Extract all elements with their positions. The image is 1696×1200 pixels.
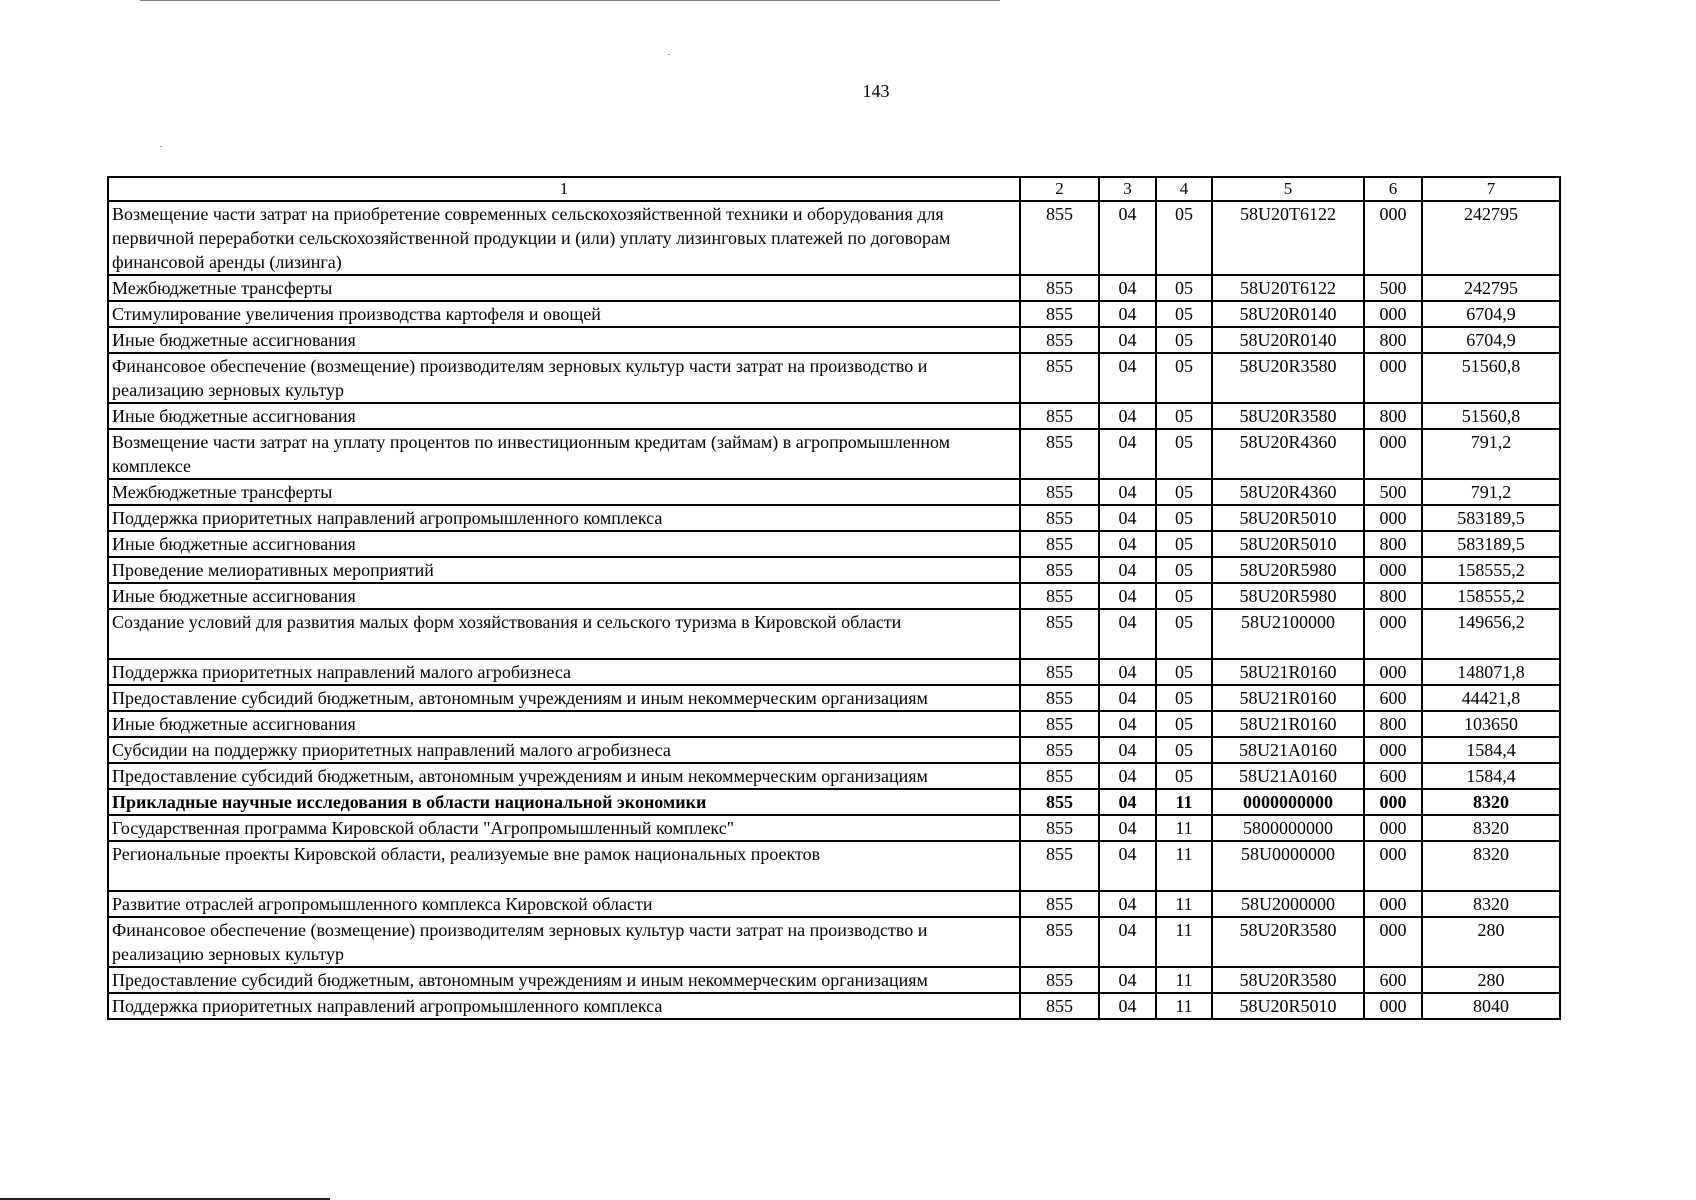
subsection-code-cell: 05 — [1156, 659, 1212, 685]
column-header: 3 — [1099, 177, 1156, 201]
expense-type-cell: 000 — [1364, 737, 1422, 763]
target-article-cell: 5800000000 — [1212, 815, 1364, 841]
table-row — [108, 429, 1560, 479]
section-code-cell: 04 — [1099, 685, 1156, 711]
subsection-code-cell: 11 — [1156, 815, 1212, 841]
amount-cell: 103650 — [1422, 711, 1560, 737]
amount-cell: 1584,4 — [1422, 737, 1560, 763]
subsection-code-cell: 05 — [1156, 505, 1212, 531]
expense-type-cell: 000 — [1364, 301, 1422, 327]
expense-name-cell: Предоставление субсидий бюджетным, автономным учреждениям и иным некоммерческим организациям — [108, 763, 1020, 789]
table-row — [108, 993, 1560, 1019]
expense-name-cell: Финансовое обеспечение (возмещение) производителям зерновых культур части затрат на производство и реализацию зерновых культур — [108, 917, 1020, 967]
amount-cell: 8320 — [1422, 841, 1560, 891]
expense-name-cell: Иные бюджетные ассигнования — [108, 711, 1020, 737]
expense-type-cell: 000 — [1364, 609, 1422, 659]
ministry-code-cell: 855 — [1020, 841, 1099, 891]
section-code-cell: 04 — [1099, 531, 1156, 557]
ministry-code-cell: 855 — [1020, 479, 1099, 505]
target-article-cell: 58U2000000 — [1212, 891, 1364, 917]
amount-cell: 791,2 — [1422, 429, 1560, 479]
ministry-code-cell: 855 — [1020, 659, 1099, 685]
column-header: 6 — [1364, 177, 1422, 201]
amount-cell: 6704,9 — [1422, 301, 1560, 327]
ministry-code-cell: 855 — [1020, 557, 1099, 583]
section-code-cell: 04 — [1099, 967, 1156, 993]
section-code-cell: 04 — [1099, 917, 1156, 967]
section-code-cell: 04 — [1099, 429, 1156, 479]
amount-cell: 8320 — [1422, 789, 1560, 815]
section-code-cell: 04 — [1099, 609, 1156, 659]
amount-cell: 280 — [1422, 917, 1560, 967]
expense-name-cell: Поддержка приоритетных направлений агропромышленного комплекса — [108, 505, 1020, 531]
table-row — [108, 201, 1560, 275]
target-article-cell: 58U20T6122 — [1212, 275, 1364, 301]
expense-name-cell: Возмещение части затрат на приобретение современных сельскохозяйственной техники и оборудования для первичной переработки сельскохозяйственной продукции и (или) уплату лизинговых платежей по договорам финансовой аренды (лизинга) — [108, 201, 1020, 275]
subsection-code-cell: 11 — [1156, 967, 1212, 993]
subsection-code-cell: 05 — [1156, 557, 1212, 583]
expense-name-cell: Поддержка приоритетных направлений агропромышленного комплекса — [108, 993, 1020, 1019]
expense-name-cell: Иные бюджетные ассигнования — [108, 531, 1020, 557]
expense-name-cell: Создание условий для развития малых форм хозяйствования и сельского туризма в Кировской области — [108, 609, 1020, 659]
ministry-code-cell: 855 — [1020, 967, 1099, 993]
expense-type-cell: 000 — [1364, 557, 1422, 583]
table-row — [108, 711, 1560, 737]
table-row — [108, 557, 1560, 583]
expense-name-cell: Проведение мелиоративных мероприятий — [108, 557, 1020, 583]
expense-type-cell: 500 — [1364, 479, 1422, 505]
expense-type-cell: 600 — [1364, 967, 1422, 993]
table-row — [108, 301, 1560, 327]
table-row — [108, 659, 1560, 685]
subsection-code-cell: 05 — [1156, 301, 1212, 327]
ministry-code-cell: 855 — [1020, 583, 1099, 609]
expense-name-cell: Иные бюджетные ассигнования — [108, 583, 1020, 609]
subsection-code-cell: 11 — [1156, 917, 1212, 967]
target-article-cell: 58U21A0160 — [1212, 737, 1364, 763]
subsection-code-cell: 05 — [1156, 737, 1212, 763]
table-row — [108, 609, 1560, 659]
amount-cell: 148071,8 — [1422, 659, 1560, 685]
ministry-code-cell: 855 — [1020, 789, 1099, 815]
page-number: 143 — [862, 81, 890, 101]
ministry-code-cell: 855 — [1020, 815, 1099, 841]
target-article-cell: 58U20R0140 — [1212, 301, 1364, 327]
amount-cell: 8040 — [1422, 993, 1560, 1019]
subsection-code-cell: 05 — [1156, 763, 1212, 789]
expense-name-cell: Иные бюджетные ассигнования — [108, 403, 1020, 429]
ministry-code-cell: 855 — [1020, 403, 1099, 429]
expense-type-cell: 000 — [1364, 993, 1422, 1019]
ministry-code-cell: 855 — [1020, 763, 1099, 789]
section-code-cell: 04 — [1099, 815, 1156, 841]
section-code-cell: 04 — [1099, 583, 1156, 609]
section-code-cell: 04 — [1099, 737, 1156, 763]
target-article-cell: 58U20R4360 — [1212, 479, 1364, 505]
ministry-code-cell: 855 — [1020, 685, 1099, 711]
column-header: 5 — [1212, 177, 1364, 201]
subsection-code-cell: 05 — [1156, 685, 1212, 711]
target-article-cell: 58U21A0160 — [1212, 763, 1364, 789]
subsection-code-cell: 05 — [1156, 327, 1212, 353]
amount-cell: 583189,5 — [1422, 505, 1560, 531]
section-code-cell: 04 — [1099, 841, 1156, 891]
target-article-cell: 58U20R3580 — [1212, 917, 1364, 967]
ministry-code-cell: 855 — [1020, 891, 1099, 917]
expense-type-cell: 500 — [1364, 275, 1422, 301]
expense-type-cell: 000 — [1364, 505, 1422, 531]
target-article-cell: 58U21R0160 — [1212, 659, 1364, 685]
section-code-cell: 04 — [1099, 891, 1156, 917]
subsection-code-cell: 05 — [1156, 429, 1212, 479]
expense-type-cell: 600 — [1364, 763, 1422, 789]
column-header: 1 — [108, 177, 1020, 201]
section-code-cell: 04 — [1099, 479, 1156, 505]
subsection-code-cell: 05 — [1156, 353, 1212, 403]
ministry-code-cell: 855 — [1020, 993, 1099, 1019]
ministry-code-cell: 855 — [1020, 531, 1099, 557]
expense-type-cell: 800 — [1364, 403, 1422, 429]
table-row — [108, 403, 1560, 429]
ministry-code-cell: 855 — [1020, 201, 1099, 275]
table-row — [108, 917, 1560, 967]
target-article-cell: 58U20R5980 — [1212, 557, 1364, 583]
target-article-cell: 58U20R5010 — [1212, 531, 1364, 557]
target-article-cell: 58U20R5010 — [1212, 505, 1364, 531]
table-row — [108, 841, 1560, 891]
expense-type-cell: 800 — [1364, 583, 1422, 609]
budget-table — [107, 176, 1561, 1020]
expense-name-cell: Предоставление субсидий бюджетным, автономным учреждениям и иным некоммерческим организациям — [108, 967, 1020, 993]
expense-type-cell: 000 — [1364, 659, 1422, 685]
table-row — [108, 479, 1560, 505]
subsection-code-cell: 05 — [1156, 275, 1212, 301]
ministry-code-cell: 855 — [1020, 353, 1099, 403]
target-article-cell: 58U21R0160 — [1212, 711, 1364, 737]
ministry-code-cell: 855 — [1020, 737, 1099, 763]
expense-type-cell: 000 — [1364, 789, 1422, 815]
table-row — [108, 327, 1560, 353]
amount-cell: 158555,2 — [1422, 583, 1560, 609]
subsection-code-cell: 11 — [1156, 891, 1212, 917]
amount-cell: 44421,8 — [1422, 685, 1560, 711]
section-code-cell: 04 — [1099, 763, 1156, 789]
expense-name-cell: Поддержка приоритетных направлений малого агробизнеса — [108, 659, 1020, 685]
amount-cell: 158555,2 — [1422, 557, 1560, 583]
ministry-code-cell: 855 — [1020, 505, 1099, 531]
expense-type-cell: 000 — [1364, 353, 1422, 403]
expense-type-cell: 000 — [1364, 841, 1422, 891]
amount-cell: 242795 — [1422, 201, 1560, 275]
amount-cell: 8320 — [1422, 815, 1560, 841]
section-code-cell: 04 — [1099, 993, 1156, 1019]
table-row — [108, 763, 1560, 789]
table-body — [108, 201, 1560, 1019]
subsection-code-cell: 05 — [1156, 403, 1212, 429]
subsection-code-cell: 05 — [1156, 583, 1212, 609]
scan-speck — [160, 146, 162, 147]
amount-cell: 6704,9 — [1422, 327, 1560, 353]
amount-cell: 51560,8 — [1422, 403, 1560, 429]
target-article-cell: 58U20R3580 — [1212, 967, 1364, 993]
expense-name-cell: Межбюджетные трансферты — [108, 275, 1020, 301]
table-row — [108, 815, 1560, 841]
target-article-cell: 58U20R3580 — [1212, 403, 1364, 429]
expense-type-cell: 000 — [1364, 917, 1422, 967]
table-row — [108, 789, 1560, 815]
target-article-cell: 0000000000 — [1212, 789, 1364, 815]
expense-type-cell: 000 — [1364, 429, 1422, 479]
section-code-cell: 04 — [1099, 301, 1156, 327]
expense-type-cell: 000 — [1364, 891, 1422, 917]
section-code-cell: 04 — [1099, 201, 1156, 275]
expense-name-cell: Предоставление субсидий бюджетным, автономным учреждениям и иным некоммерческим организациям — [108, 685, 1020, 711]
target-article-cell: 58U20T6122 — [1212, 201, 1364, 275]
expense-name-cell: Субсидии на поддержку приоритетных направлений малого агробизнеса — [108, 737, 1020, 763]
target-article-cell: 58U0000000 — [1212, 841, 1364, 891]
target-article-cell: 58U21R0160 — [1212, 685, 1364, 711]
amount-cell: 51560,8 — [1422, 353, 1560, 403]
section-code-cell: 04 — [1099, 557, 1156, 583]
expense-type-cell: 800 — [1364, 711, 1422, 737]
amount-cell: 149656,2 — [1422, 609, 1560, 659]
expense-name-cell: Межбюджетные трансферты — [108, 479, 1020, 505]
scan-speck — [668, 54, 670, 55]
table-row — [108, 531, 1560, 557]
target-article-cell: 58U20R3580 — [1212, 353, 1364, 403]
subsection-code-cell: 05 — [1156, 479, 1212, 505]
section-code-cell: 04 — [1099, 353, 1156, 403]
section-code-cell: 04 — [1099, 505, 1156, 531]
expense-name-cell: Прикладные научные исследования в области национальной экономики — [108, 789, 1020, 815]
section-code-cell: 04 — [1099, 327, 1156, 353]
table-row — [108, 505, 1560, 531]
expense-type-cell: 800 — [1364, 531, 1422, 557]
ministry-code-cell: 855 — [1020, 301, 1099, 327]
expense-name-cell: Стимулирование увеличения производства картофеля и овощей — [108, 301, 1020, 327]
section-code-cell: 04 — [1099, 711, 1156, 737]
expense-name-cell: Возмещение части затрат на уплату процентов по инвестиционным кредитам (займам) в агропромышленном комплексе — [108, 429, 1020, 479]
amount-cell: 1584,4 — [1422, 763, 1560, 789]
amount-cell: 242795 — [1422, 275, 1560, 301]
ministry-code-cell: 855 — [1020, 711, 1099, 737]
column-header: 4 — [1156, 177, 1212, 201]
expense-type-cell: 600 — [1364, 685, 1422, 711]
amount-cell: 280 — [1422, 967, 1560, 993]
expense-name-cell: Иные бюджетные ассигнования — [108, 327, 1020, 353]
target-article-cell: 58U20R5980 — [1212, 583, 1364, 609]
subsection-code-cell: 11 — [1156, 841, 1212, 891]
section-code-cell: 04 — [1099, 275, 1156, 301]
ministry-code-cell: 855 — [1020, 327, 1099, 353]
table-row — [108, 737, 1560, 763]
table-row — [108, 583, 1560, 609]
column-header: 7 — [1422, 177, 1560, 201]
amount-cell: 8320 — [1422, 891, 1560, 917]
scan-artifact-top-line — [140, 0, 1000, 1]
target-article-cell: 58U20R0140 — [1212, 327, 1364, 353]
table-row — [108, 353, 1560, 403]
subsection-code-cell: 11 — [1156, 993, 1212, 1019]
expense-name-cell: Финансовое обеспечение (возмещение) производителям зерновых культур части затрат на производство и реализацию зерновых культур — [108, 353, 1020, 403]
ministry-code-cell: 855 — [1020, 275, 1099, 301]
ministry-code-cell: 855 — [1020, 429, 1099, 479]
target-article-cell: 58U20R5010 — [1212, 993, 1364, 1019]
subsection-code-cell: 11 — [1156, 789, 1212, 815]
table-row — [108, 891, 1560, 917]
table-header-row — [108, 177, 1560, 201]
target-article-cell: 58U20R4360 — [1212, 429, 1364, 479]
section-code-cell: 04 — [1099, 789, 1156, 815]
table-row — [108, 967, 1560, 993]
amount-cell: 791,2 — [1422, 479, 1560, 505]
target-article-cell: 58U2100000 — [1212, 609, 1364, 659]
ministry-code-cell: 855 — [1020, 917, 1099, 967]
table-row — [108, 275, 1560, 301]
subsection-code-cell: 05 — [1156, 201, 1212, 275]
column-header: 2 — [1020, 177, 1099, 201]
expense-type-cell: 000 — [1364, 815, 1422, 841]
ministry-code-cell: 855 — [1020, 609, 1099, 659]
amount-cell: 583189,5 — [1422, 531, 1560, 557]
section-code-cell: 04 — [1099, 659, 1156, 685]
expense-name-cell: Региональные проекты Кировской области, реализуемые вне рамок национальных проектов — [108, 841, 1020, 891]
subsection-code-cell: 05 — [1156, 531, 1212, 557]
expense-type-cell: 800 — [1364, 327, 1422, 353]
expense-type-cell: 000 — [1364, 201, 1422, 275]
subsection-code-cell: 05 — [1156, 609, 1212, 659]
expense-name-cell: Государственная программа Кировской области "Агропромышленный комплекс" — [108, 815, 1020, 841]
section-code-cell: 04 — [1099, 403, 1156, 429]
expense-name-cell: Развитие отраслей агропромышленного комплекса Кировской области — [108, 891, 1020, 917]
subsection-code-cell: 05 — [1156, 711, 1212, 737]
table-row — [108, 685, 1560, 711]
